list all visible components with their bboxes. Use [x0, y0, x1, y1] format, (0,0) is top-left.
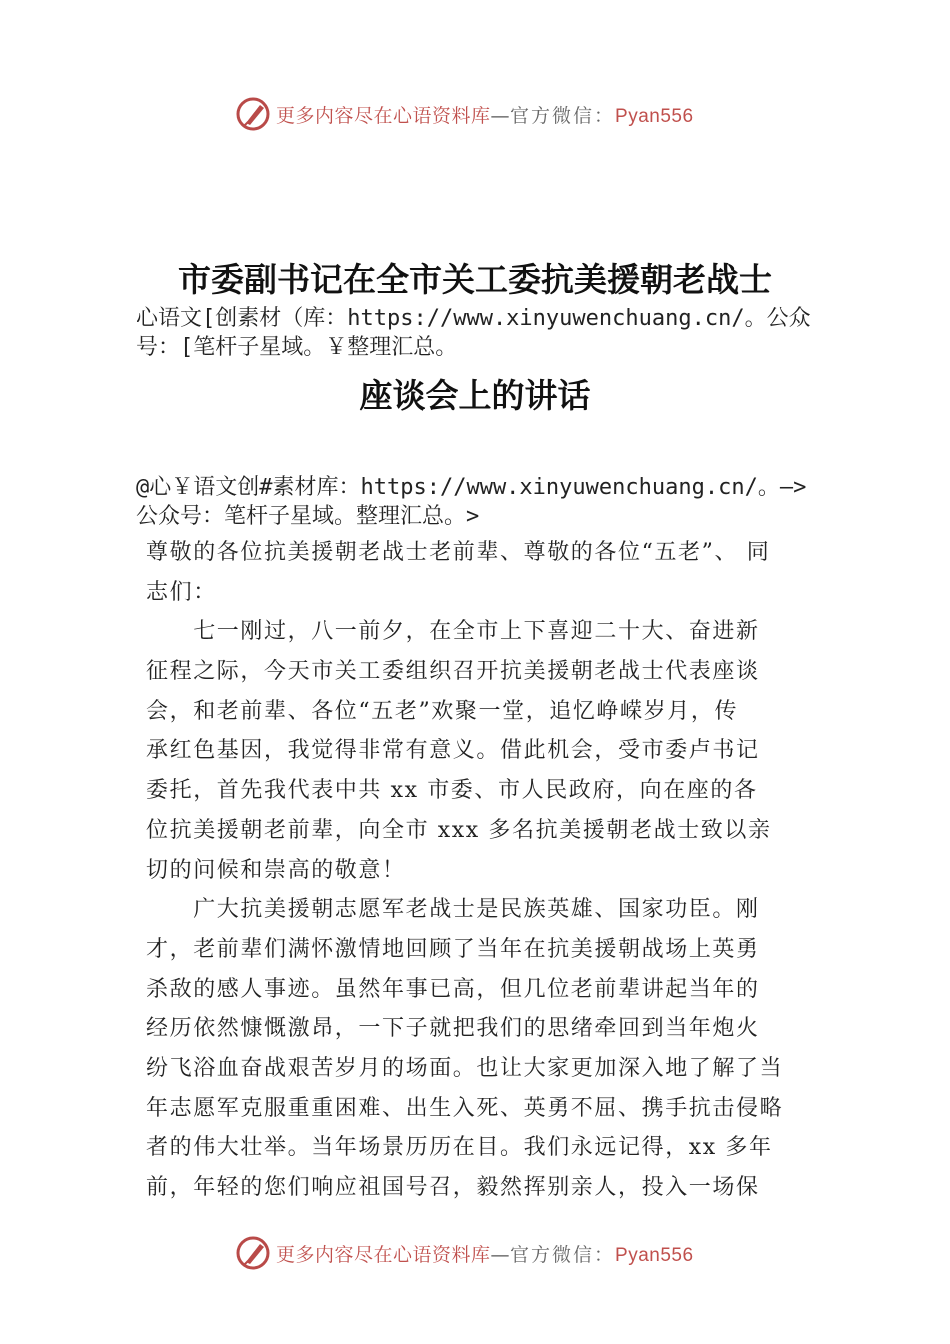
- body-line: 承红色基因，我觉得非常有意义。借此机会，受市委卢书记: [146, 738, 760, 764]
- body-line: 位抗美援朝老前辈，向全市 xxx 多名抗美援朝老战士致以亲: [146, 817, 772, 843]
- body-line: 才，老前辈们满怀激情地回顾了当年在抗美援朝战场上英勇: [146, 936, 760, 962]
- body-line: 经历依然慷慨激昂，一下子就把我们的思绪牵回到当年炮火: [146, 1016, 760, 1042]
- page-title-line-1: 市委副书记在全市关工委抗美援朝老战士: [178, 260, 772, 299]
- page-title-line-2: 座谈会上的讲话: [359, 376, 591, 415]
- source-note-1: [136, 304, 856, 362]
- body-line: 年志愿军克服重重困难、出生入死、英勇不屈、携手抗击侵略: [146, 1095, 784, 1121]
- banner-text: 更多内容尽在心语资料库: [276, 1243, 491, 1266]
- source-note-1-line: 心语文[创素材（库：https://www.xinyuwenchuang.cn/。公众: [136, 306, 811, 331]
- source-note-1-line: 号：[笔杆子星域。￥整理汇总。: [136, 335, 458, 360]
- body-line: 切的问候和崇高的敬意！: [146, 857, 406, 883]
- body-line: 广大抗美援朝志愿军老战士是民族英雄、国家功臣。刚: [146, 897, 760, 923]
- quill-logo-icon: [236, 1235, 272, 1271]
- banner-text: 更多内容尽在心语资料库: [276, 104, 491, 127]
- body-line: 七一刚过，八一前夕，在全市上下喜迎二十大、奋进新: [146, 619, 760, 645]
- header-banner: [236, 94, 736, 134]
- body-line: 纷飞浴血奋战艰苦岁月的场面。也让大家更加深入地了解了当: [146, 1055, 784, 1081]
- body-line: 尊敬的各位抗美援朝老战士老前辈、尊敬的各位“五老”、 同: [146, 540, 771, 565]
- banner-wechat-id: Pyan556: [615, 1244, 694, 1266]
- body-line: 会，和老前辈、各位“五老”欢聚一堂，追忆峥嵘岁月，传: [146, 698, 739, 724]
- banner-wechat-id: Pyan556: [615, 105, 694, 127]
- banner-separator: —: [490, 104, 511, 127]
- body-line: 征程之际，今天市关工委组织召开抗美援朝老战士代表座谈: [146, 659, 760, 685]
- body-line: 杀敌的感人事迹。虽然年事已高，但几位老前辈讲起当年的: [146, 976, 760, 1002]
- body-line: 志们：: [146, 579, 217, 605]
- quill-logo-icon: [236, 96, 272, 132]
- source-note-2: [136, 473, 856, 531]
- source-note-2-line: @心￥语文创#素材库：https://www.xinyuwenchuang.cn/。—>: [136, 475, 807, 500]
- body-line: 者的伟大壮举。当年场景历历在目。我们永远记得，xx 多年: [146, 1135, 773, 1161]
- source-note-2-line: 公众号：笔杆子星域。整理汇总。>: [136, 504, 480, 529]
- footer-banner: [236, 1233, 736, 1273]
- body-line: 前，年轻的您们响应祖国号召，毅然挥别亲人，投入一场保: [146, 1175, 760, 1200]
- banner-separator: —: [490, 1243, 511, 1266]
- banner-wechat-label: 官方微信：: [510, 1243, 616, 1266]
- body-line: 委托，首先我代表中共 xx 市委、市人民政府，向在座的各: [146, 778, 758, 804]
- banner-wechat-label: 官方微信：: [510, 104, 616, 127]
- speech-body: [146, 533, 826, 1208]
